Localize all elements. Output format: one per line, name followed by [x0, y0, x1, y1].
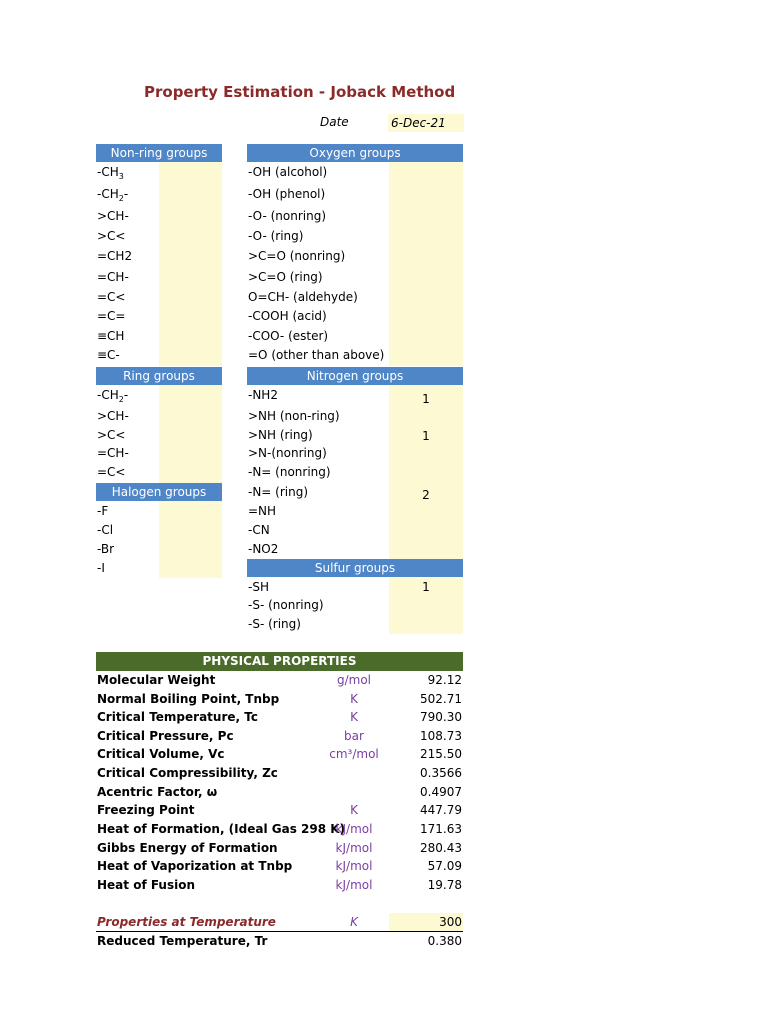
property-name: Normal Boiling Point, Tnbp: [97, 692, 280, 706]
sulfur-group-label: -S- (nonring): [248, 598, 324, 612]
property-name: Heat of Fusion: [97, 878, 196, 892]
property-row: [96, 876, 463, 894]
group-base: -CH: [97, 388, 119, 402]
property-unit: g/mol: [336, 673, 372, 687]
nitrogen-group-label: >NH (ring): [248, 428, 313, 442]
property-row: [96, 783, 463, 801]
property-name: Critical Volume, Vc: [97, 747, 225, 761]
property-row: [96, 764, 463, 782]
group-count[interactable]: 1: [422, 392, 430, 406]
property-unit: K: [350, 692, 358, 706]
non-ring-group-label: [97, 327, 124, 345]
property-value: 108.73: [420, 729, 462, 743]
group-tail: -: [123, 187, 129, 201]
oxygen-group-label: -OH (phenol): [248, 187, 326, 201]
reduced-temperature-value: 0.380: [427, 934, 462, 948]
property-row: [96, 857, 463, 875]
group-base: >CH-: [97, 409, 129, 423]
property-row: [96, 671, 463, 689]
property-row: [96, 745, 463, 763]
non-ring-group-label: [97, 163, 124, 186]
non-ring-group-label: [97, 207, 129, 225]
sulfur-group-label: -S- (ring): [248, 617, 301, 631]
nitrogen-group-label: -NH2: [248, 388, 278, 402]
group-base: -CH: [97, 165, 119, 179]
non-ring-group-label: [97, 288, 126, 306]
nitrogen-group-label: -N= (ring): [248, 485, 309, 499]
reduced-temperature-row: [96, 932, 463, 950]
property-value: 57.09: [427, 859, 462, 873]
group-base: =CH-: [97, 270, 129, 284]
page-title: Property Estimation - Joback Method: [144, 83, 456, 101]
group-base: >C<: [97, 428, 126, 442]
property-value: 0.3566: [420, 766, 462, 780]
non-ring-group-label: [97, 185, 128, 208]
nitrogen-input-column[interactable]: [389, 385, 463, 559]
ring-group-label: [97, 386, 128, 409]
property-name: Acentric Factor, ω: [97, 785, 218, 799]
property-row: [96, 727, 463, 745]
group-subscript: 2: [118, 395, 124, 404]
halogen-group-label: -Cl: [97, 523, 114, 537]
group-subscript: 2: [118, 194, 124, 203]
property-unit: bar: [344, 729, 364, 743]
property-value: 92.12: [427, 673, 462, 687]
group-count[interactable]: 1: [422, 429, 430, 443]
sulfur-groups-header: Sulfur groups: [247, 559, 463, 577]
non-ring-group-label: [97, 227, 126, 245]
halogen-input-column[interactable]: [159, 501, 222, 578]
group-base: -CH: [97, 187, 119, 201]
non-ring-groups-header: Non-ring groups: [96, 144, 222, 162]
oxygen-group-label: >C=O (ring): [248, 270, 323, 284]
group-base: >CH-: [97, 209, 129, 223]
oxygen-group-label: -COOH (acid): [248, 309, 327, 323]
property-name: Critical Compressibility, Zc: [97, 766, 278, 780]
property-row: [96, 708, 463, 726]
halogen-group-label: -F: [97, 504, 109, 518]
ring-group-label: [97, 426, 126, 444]
property-value: 502.71: [420, 692, 462, 706]
group-count[interactable]: 2: [422, 488, 430, 502]
physical-properties-header: PHYSICAL PROPERTIES: [96, 652, 463, 671]
halogen-groups-header: Halogen groups: [96, 483, 222, 501]
property-unit: K: [350, 710, 358, 724]
reduced-temperature-label: Reduced Temperature, Tr: [97, 934, 268, 948]
group-base: >C<: [97, 229, 126, 243]
non-ring-group-label: [97, 247, 132, 265]
property-name: Critical Temperature, Tc: [97, 710, 258, 724]
ring-groups-header: Ring groups: [96, 367, 222, 385]
oxygen-groups-header: Oxygen groups: [247, 144, 463, 162]
ring-group-label: [97, 444, 129, 462]
property-value: 215.50: [420, 747, 462, 761]
oxygen-group-label: =O (other than above): [248, 348, 385, 362]
group-base: =CH2: [97, 249, 133, 263]
temperature-input[interactable]: 300: [389, 913, 463, 931]
ring-group-label: [97, 463, 126, 481]
property-unit: kJ/mol: [335, 859, 373, 873]
property-name: Heat of Vaporization at Tnbp: [97, 859, 293, 873]
group-base: =CH-: [97, 446, 129, 460]
property-row: [96, 801, 463, 819]
group-tail: -: [123, 388, 129, 402]
property-unit: K: [350, 803, 358, 817]
oxygen-input-column[interactable]: [389, 162, 463, 366]
halogen-group-label: -I: [97, 561, 105, 575]
property-value: 447.79: [420, 803, 462, 817]
properties-at-temperature-label: Properties at Temperature: [97, 915, 276, 929]
group-base: ≡CH: [97, 329, 125, 343]
non-ring-input-column[interactable]: [159, 162, 222, 366]
non-ring-group-label: [97, 268, 129, 286]
oxygen-group-label: -COO- (ester): [248, 329, 329, 343]
properties-at-temperature-row: [96, 913, 463, 932]
property-unit: kJ/mol: [335, 822, 373, 836]
group-base: =C=: [97, 309, 126, 323]
property-row: [96, 839, 463, 857]
oxygen-group-label: -OH (alcohol): [248, 165, 328, 179]
oxygen-group-label: -O- (ring): [248, 229, 304, 243]
nitrogen-group-label: -N= (nonring): [248, 465, 331, 479]
property-value: 280.43: [420, 841, 462, 855]
temperature-unit: K: [350, 915, 358, 929]
property-value: 790.30: [420, 710, 462, 724]
property-name: Critical Pressure, Pc: [97, 729, 234, 743]
property-name: Molecular Weight: [97, 673, 216, 687]
property-row: [96, 820, 463, 838]
group-base: ≡C-: [97, 348, 120, 362]
property-name: Heat of Formation, (Ideal Gas 298 K): [97, 822, 346, 836]
property-value: 0.4907: [420, 785, 462, 799]
non-ring-group-label: [97, 346, 120, 364]
nitrogen-group-label: >NH (non-ring): [248, 409, 340, 423]
oxygen-group-label: >C=O (nonring): [248, 249, 346, 263]
halogen-group-label: -Br: [97, 542, 115, 556]
group-subscript: 3: [118, 172, 124, 181]
ring-group-label: [97, 407, 129, 425]
nitrogen-group-label: >N-(nonring): [248, 446, 327, 460]
non-ring-group-label: [97, 307, 126, 325]
group-base: =C<: [97, 290, 126, 304]
property-name: Gibbs Energy of Formation: [97, 841, 278, 855]
property-unit: kJ/mol: [335, 878, 373, 892]
oxygen-group-label: -O- (nonring): [248, 209, 326, 223]
oxygen-group-label: O=CH- (aldehyde): [248, 290, 358, 304]
property-unit: cm³/mol: [329, 747, 379, 761]
group-base: =C<: [97, 465, 126, 479]
property-value: 19.78: [427, 878, 462, 892]
property-name: Freezing Point: [97, 803, 195, 817]
nitrogen-group-label: =NH: [248, 504, 277, 518]
nitrogen-group-label: -NO2: [248, 542, 279, 556]
ring-input-column[interactable]: [159, 385, 222, 483]
property-row: [96, 690, 463, 708]
nitrogen-groups-header: Nitrogen groups: [247, 367, 463, 385]
nitrogen-group-label: -CN: [248, 523, 270, 537]
sulfur-group-label: -SH: [248, 580, 269, 594]
property-value: 171.63: [420, 822, 462, 836]
date-input[interactable]: 6-Dec-21: [388, 114, 464, 132]
group-count[interactable]: 1: [422, 580, 430, 594]
property-unit: kJ/mol: [335, 841, 373, 855]
date-label: Date: [320, 115, 349, 129]
